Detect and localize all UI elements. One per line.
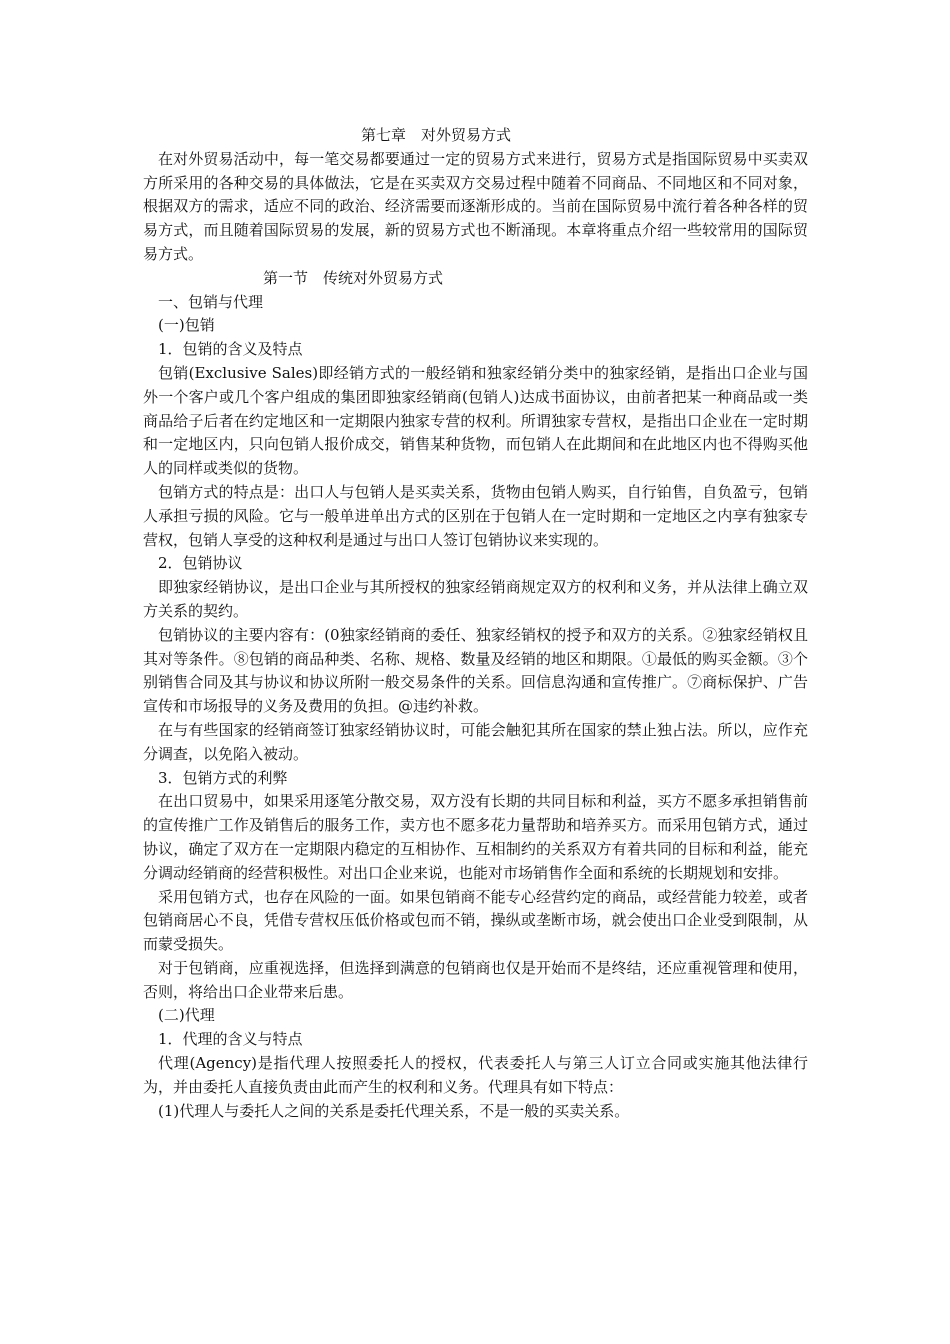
chapter-title: 第七章 对外贸易方式 [361, 126, 512, 144]
document-page [143, 124, 808, 1123]
intro-paragraph: 在对外贸易活动中，每一笔交易都要通过一定的贸易方式来进行，贸易方式是指国际贸易中买卖双方所采用的各种交易的具体做法，它是在买卖双方交易过程中随着不同商品、不同地区和不同对象，根据双方的需求，适应不同的政治、经济需要而逐渐形成的。当前在国际贸易中流行着各种各样的贸易方式，而且随着国际贸易的发展，新的贸易方式也不断涌现。本章将重点介绍一些较常用的国际贸易方式。 [143, 149, 808, 263]
heading-exclusive-sales: (一)包销 [158, 316, 215, 335]
paragraph-agency-def: 代理(Agency)是指代理人按照委托人的授权，代表委托人与第三人订立合同或实施其他法律行为，并由委托人直接负责由此而产生的权利和义务。代理具有如下特点： [143, 1054, 808, 1096]
heading-agency-meaning: 1．代理的含义与特点 [158, 1030, 303, 1049]
paragraph-selection: 对于包销商，应重视选择，但选择到满意的包销商也仅是开始而不是终结，还应重视管理和使用，否则，将给出口企业带来后患。 [143, 958, 808, 1001]
heading-agency: (二)代理 [158, 1006, 215, 1025]
paragraph-agreement-def: 即独家经销协议，是出口企业与其所授权的独家经销商规定双方的权利和义务，并从法律上确立双方关系的契约。 [143, 578, 808, 620]
paragraph-features: 包销方式的特点是：出口人与包销人是买卖关系，货物由包销人购买，自行铂售，自负盈亏，包销人承担亏损的风险。它与一般单进单出方式的区别在于包销人在一定时期和一定地区之内享有独家专营权，包销人享受的这种权利是通过与出口人签订包销协议来实现的。 [143, 482, 808, 549]
paragraph-agency-feature1: (1)代理人与委托人之间的关系是委托代理关系，不是一般的买卖关系。 [158, 1101, 630, 1120]
heading-pros-cons: 3．包销方式的利弊 [158, 768, 288, 787]
paragraph-agreement-content: 包销协议的主要内容有：(0独家经销商的委任、独家经销权的授予和双方的关系。②独家经销权且其对等条件。⑧包销的商品种类、名称、规格、数量及经销的地区和期限。①最低的购买金额。③个别销售合同及其与协议和协议所附一般交易条件的关系。回信息沟通和宣传推广。⑦商标保护、广告宣传和市场报导的义务及费用的负担。@违约补救。 [143, 625, 808, 716]
heading-level1: 一、包销与代理 [158, 292, 264, 311]
paragraph-monopoly-law: 在与有些国家的经销商签订独家经销协议时，可能会触犯其所在国家的禁止独占法。所以，应作充分调查，以免陷入被动。 [143, 720, 808, 763]
paragraph-definition: 包销(Exclusive Sales)即经销方式的一般经销和独家经销分类中的独家经销，是指出口企业与国外一个客户或几个客户组成的集团即独家经销商(包销人)达成书面协议，由前者把某一种商品或一类商品给子后者在约定地区和一定期限内独家专营的权利。所谓独家专营权，是指出口企业在一定时期和一定地区内，只向包销人报价成交，销售某种货物，而包销人在此期间和在此地区内也不得购买他人的同样或类似的货物。 [143, 363, 808, 478]
section-title: 第一节 传统对外贸易方式 [263, 268, 444, 287]
heading-meaning-features: 1．包销的含义及特点 [158, 340, 303, 359]
heading-agreement: 2．包销协议 [158, 554, 243, 573]
paragraph-advantages: 在出口贸易中，如果采用逐笔分散交易，双方没有长期的共同目标和利益，买方不愿多承担销售前的宣传推广工作及销售后的服务工作，卖方也不愿多花力量帮助和培养买方。而采用包销方式，通过协议，确定了双方在一定期限内稳定的互相协作、互相制约的关系双方有着共同的目标和利益，能充分调动经销商的经营积极性。对出口企业来说，也能对市场销售作全面和系统的长期规划和安排。 [143, 792, 808, 882]
paragraph-risks: 采用包销方式，也存在风险的一面。如果包销商不能专心经营约定的商品，或经营能力较差，或者包销商居心不良，凭借专营权压低价格或包而不销，操纵或垄断市场，就会使出口企业受到限制，从而蒙受损失。 [143, 887, 808, 954]
